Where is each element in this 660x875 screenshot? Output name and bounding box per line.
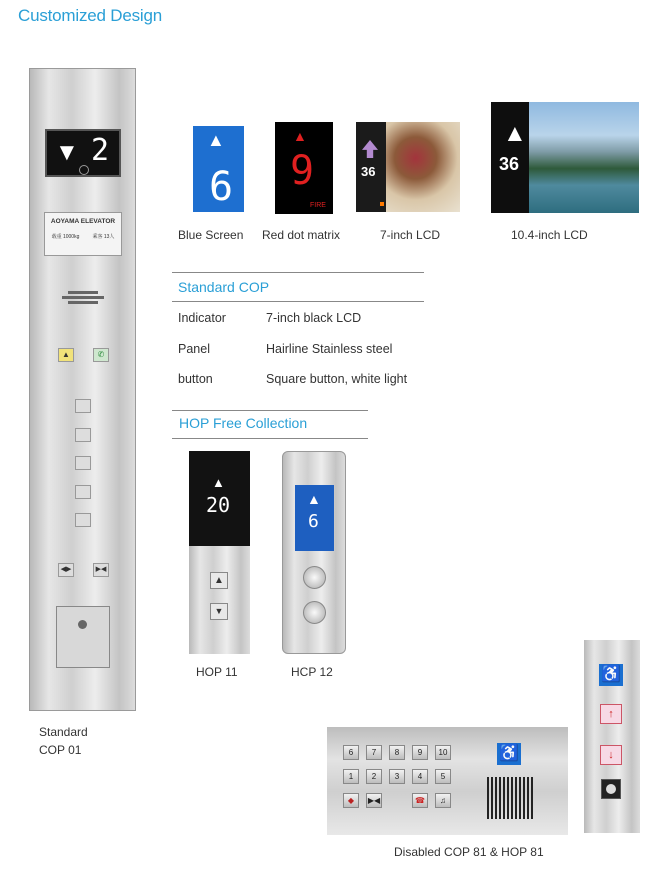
lcd10-display xyxy=(491,102,639,213)
standard-cop-heading: Standard COP xyxy=(178,279,270,295)
page-title: Customized Design xyxy=(18,6,162,25)
spec-key: button xyxy=(178,372,213,386)
disabled-caption: Disabled COP 81 & HOP 81 xyxy=(394,845,544,859)
cop-nameplate xyxy=(44,212,122,256)
lcd7-display xyxy=(356,122,460,212)
hall-up-button[interactable]: ▲ xyxy=(210,572,228,589)
divider xyxy=(172,301,424,302)
hall-down-button[interactable] xyxy=(303,601,326,624)
blue-screen-label: Blue Screen xyxy=(178,228,244,242)
hop-heading: HOP Free Collection xyxy=(179,415,308,431)
divider xyxy=(172,438,368,439)
phone-key[interactable]: ☎ xyxy=(412,793,428,808)
divider xyxy=(172,410,368,411)
speaker-grille xyxy=(487,777,533,819)
cop-floor-number: 2 xyxy=(91,133,110,168)
red-dot-label: Red dot matrix xyxy=(262,228,341,242)
lcd7-floor: 36 xyxy=(361,164,376,179)
hop11-floor: 20 xyxy=(206,493,231,517)
down-arrow-icon: ▼ xyxy=(55,139,79,166)
cop-floor-display xyxy=(45,129,121,177)
key-lock-icon xyxy=(78,620,87,629)
floor-button[interactable] xyxy=(75,513,91,527)
disabled-hop-image xyxy=(584,640,640,833)
phone-button[interactable]: ✆ xyxy=(93,348,109,362)
nameplate-persons: 乘客 13人 xyxy=(92,234,115,240)
up-arrow-icon: ▲ xyxy=(212,475,225,490)
up-arrow-icon: ▲ xyxy=(293,128,307,144)
hop11-panel-image xyxy=(189,451,250,654)
up-arrow-icon xyxy=(362,140,378,158)
floor-button[interactable] xyxy=(75,428,91,442)
door-open-button[interactable]: ◀▶ xyxy=(58,563,74,577)
floor-button[interactable] xyxy=(75,485,91,499)
hop11-label: HOP 11 xyxy=(196,665,238,679)
hall-down-button[interactable]: ▼ xyxy=(210,603,228,620)
blue-screen-display xyxy=(193,126,244,212)
flowers-photo xyxy=(386,122,460,212)
up-arrow-icon: ▲ xyxy=(503,120,527,147)
hall-down-button[interactable]: ↓ xyxy=(600,745,622,765)
lcd7-label: 7-inch LCD xyxy=(380,228,441,242)
floor-button[interactable] xyxy=(75,456,91,470)
hcp12-floor: 6 xyxy=(308,511,319,532)
spec-key: Panel xyxy=(178,342,210,356)
door-close-button[interactable]: ▶◀ xyxy=(93,563,109,577)
floor-key[interactable]: 9 xyxy=(412,745,428,760)
floor-key[interactable]: 2 xyxy=(366,769,382,784)
red-dot-floor: 9 xyxy=(290,148,315,194)
alarm-button[interactable]: ▲ xyxy=(58,348,74,362)
up-arrow-icon: ▲ xyxy=(207,130,225,150)
hcp12-display xyxy=(295,485,334,551)
floor-key[interactable]: 1 xyxy=(343,769,359,784)
door-open-key[interactable]: ◆ xyxy=(343,793,359,808)
cop-caption-line2: COP 01 xyxy=(39,743,82,757)
hcp12-label: HCP 12 xyxy=(291,665,333,679)
cop-panel-image xyxy=(29,68,136,711)
floor-key[interactable]: 4 xyxy=(412,769,428,784)
floor-key[interactable]: 6 xyxy=(343,745,359,760)
floor-key[interactable]: 8 xyxy=(389,745,405,760)
hall-up-button[interactable]: ↑ xyxy=(600,704,622,724)
nameplate-capacity: 载重 1000kg xyxy=(51,234,80,240)
floor-key[interactable]: 5 xyxy=(435,769,451,784)
hop11-display xyxy=(189,451,250,546)
divider xyxy=(172,272,424,273)
key-switch-icon xyxy=(601,779,621,799)
spec-value: 7-inch black LCD xyxy=(266,311,362,325)
fire-label: FIRE xyxy=(310,202,326,209)
spec-key: Indicator xyxy=(178,311,226,325)
blue-screen-floor: 6 xyxy=(209,164,234,210)
wheelchair-icon: ♿ xyxy=(497,743,521,765)
spec-value: Hairline Stainless steel xyxy=(266,342,393,356)
lcd10-label: 10.4-inch LCD xyxy=(511,228,588,242)
speaker-grille xyxy=(62,289,104,307)
up-arrow-icon: ▲ xyxy=(307,491,321,507)
hall-up-button[interactable] xyxy=(303,566,326,589)
mountain-lake-photo xyxy=(529,102,639,213)
alarm-key[interactable]: ♫ xyxy=(435,793,451,808)
door-close-key[interactable]: ▶◀ xyxy=(366,793,382,808)
hcp12-panel-image xyxy=(282,451,346,654)
cop-caption-line1: Standard xyxy=(39,725,88,739)
service-cabinet xyxy=(56,606,110,668)
no-smoking-icon xyxy=(79,165,89,175)
lcd10-floor: 36 xyxy=(499,154,520,174)
nameplate-brand: AOYAMA ELEVATOR xyxy=(50,218,116,225)
spec-value: Square button, white light xyxy=(266,372,408,386)
floor-button[interactable] xyxy=(75,399,91,413)
red-dot-matrix-display xyxy=(275,122,333,214)
floor-key[interactable]: 10 xyxy=(435,745,451,760)
wheelchair-icon: ♿ xyxy=(599,664,623,686)
floor-key[interactable]: 7 xyxy=(366,745,382,760)
floor-key[interactable]: 3 xyxy=(389,769,405,784)
